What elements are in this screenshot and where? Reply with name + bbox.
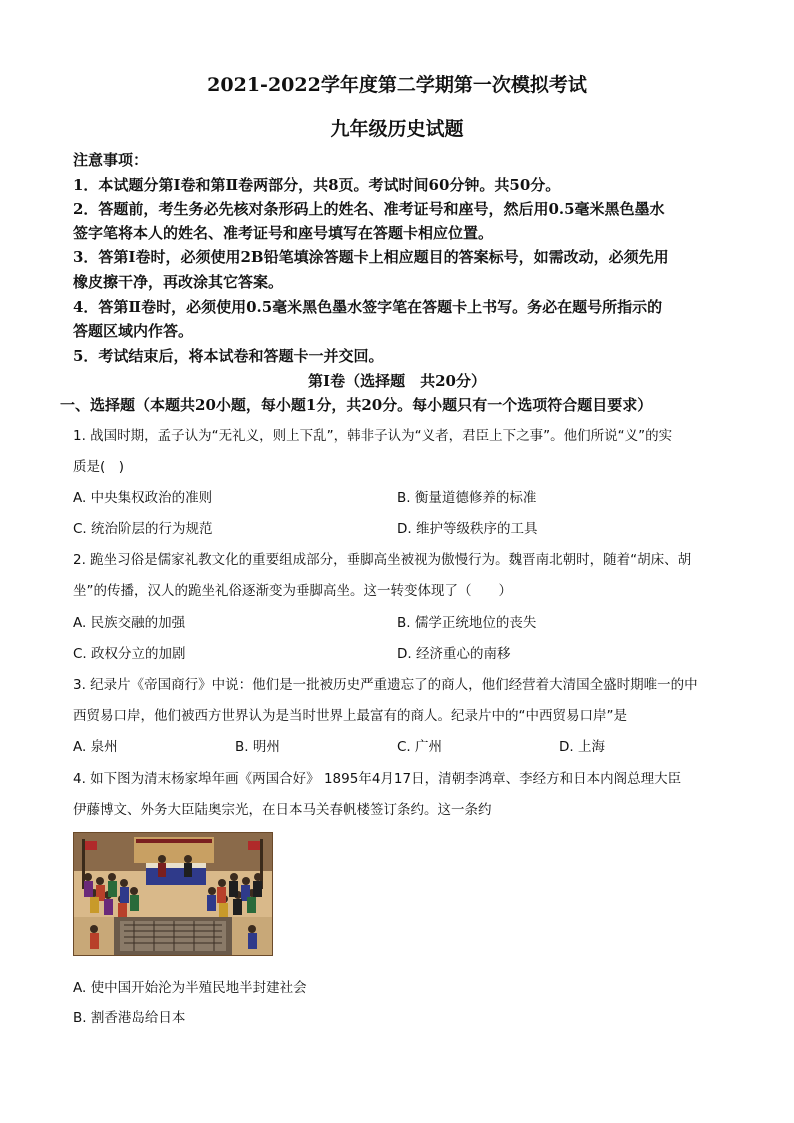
- option-b[interactable]: B. 衡量道德修养的标准: [397, 490, 537, 506]
- notes-line: 1．本试题分第Ⅰ卷和第Ⅱ卷两部分，共8页。考试时间60分钟。共50分。: [73, 176, 561, 194]
- notes-heading: 注意事项：: [73, 151, 149, 169]
- question-text: 质是( ): [73, 459, 125, 475]
- notes-line: 4．答第Ⅱ卷时，必须使用0.5毫米黑色墨水签字笔在答题卡上书写。务必在题号所指示的: [73, 298, 663, 316]
- exam-title: 2021-2022学年度第二学期第一次模拟考试: [207, 74, 587, 96]
- option-b[interactable]: B. 割香港岛给日本: [73, 1010, 186, 1026]
- new-year-painting-image: [73, 832, 273, 956]
- question-text: 伊藤博文、外务大臣陆奥宗光，在日本马关春帆楼签订条约。这一条约: [73, 802, 492, 818]
- option-b[interactable]: B. 明州: [235, 739, 280, 755]
- notes-line: 答题区域内作答。: [73, 322, 194, 340]
- section-heading: 一、选择题（本题共20小题，每小题1分，共20分。每小题只有一个选项符合题目要求）: [60, 396, 653, 414]
- question-text: 2. 跪坐习俗是儒家礼教文化的重要组成部分，垂脚高坐被视为傲慢行为。魏晋南北朝时，随着“胡床、胡: [73, 552, 692, 568]
- option-a[interactable]: A. 泉州: [73, 739, 118, 755]
- part1-heading: 第Ⅰ卷（选择题 共20分）: [308, 372, 486, 390]
- notes-line: 橡皮擦干净，再改涂其它答案。: [73, 273, 284, 291]
- option-d[interactable]: D. 维护等级秩序的工具: [397, 521, 538, 537]
- question-text: 4. 如下图为清末杨家埠年画《两国合好》 1895年4月17日，清朝李鸿章、李经方和日本内阁总理大臣: [73, 771, 682, 787]
- notes-line: 签字笔将本人的姓名、准考证号和座号填写在答题卡相应位置。: [73, 224, 494, 242]
- notes-line: 3．答第Ⅰ卷时，必须使用2B铅笔填涂答题卡上相应题目的答案标号，如需改动，必须先用: [73, 248, 669, 266]
- option-d[interactable]: D. 上海: [559, 739, 605, 755]
- option-a[interactable]: A. 中央集权政治的准则: [73, 490, 213, 506]
- question-text: 坐”的传播，汉人的跪坐礼俗逐渐变为垂脚高坐。这一转变体现了（ ）: [73, 583, 512, 599]
- exam-subtitle: 九年级历史试题: [330, 118, 464, 140]
- notes-line: 5．考试结束后，将本试卷和答题卡一并交回。: [73, 347, 384, 365]
- option-a[interactable]: A. 民族交融的加强: [73, 615, 186, 631]
- notes-line: 2．答题前，考生务必先核对条形码上的姓名、准考证号和座号，然后用0.5毫米黑色墨水: [73, 200, 665, 218]
- option-d[interactable]: D. 经济重心的南移: [397, 646, 511, 662]
- option-c[interactable]: C. 统治阶层的行为规范: [73, 521, 213, 537]
- question-text: 3. 纪录片《帝国商行》中说：他们是一批被历史严重遗忘了的商人，他们经营着大清国全盛时期唯一的中: [73, 677, 698, 693]
- question-text: 西贸易口岸，他们被西方世界认为是当时世界上最富有的商人。纪录片中的“中西贸易口岸”是: [73, 708, 627, 724]
- option-c[interactable]: C. 广州: [397, 739, 443, 755]
- option-a[interactable]: A. 使中国开始沦为半殖民地半封建社会: [73, 980, 307, 996]
- option-c[interactable]: C. 政权分立的加剧: [73, 646, 186, 662]
- option-b[interactable]: B. 儒学正统地位的丧失: [397, 615, 537, 631]
- question-text: 1. 战国时期，孟子认为“无礼义，则上下乱”，韩非子认为“义者，君臣上下之事”。他们所说“义”的实: [73, 428, 673, 444]
